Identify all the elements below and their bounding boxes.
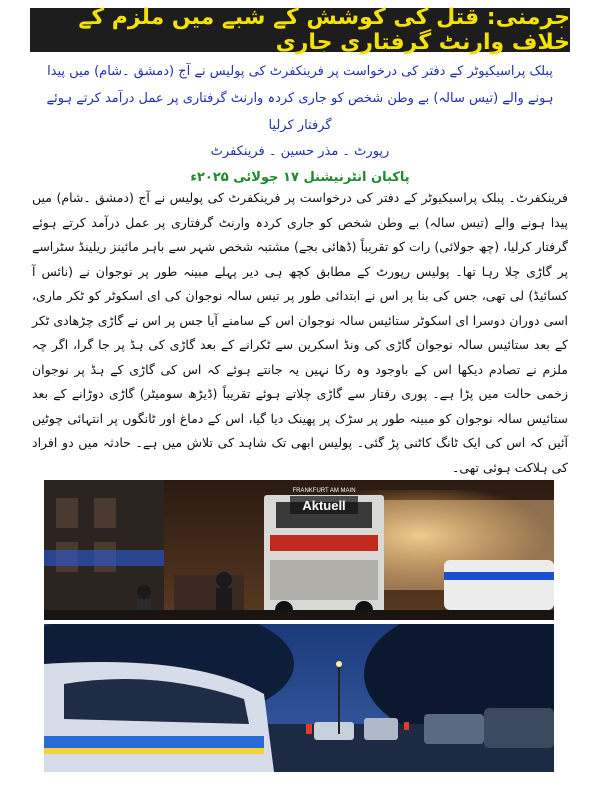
byline: رپورٹ ۔ مذر حسین ۔ فرینکفرٹ (210, 144, 390, 159)
headline: جرمنی: قتل کی کوشش کے شبے میں ملزم کے خلاف وارنٹ گرفتاری جاری (30, 8, 570, 52)
publication-date: پاکبان انٹرنیشنل ۱۷ جولائی ۲۰۲۵ء (190, 170, 410, 185)
news-photo-street-police (44, 624, 554, 772)
article-body: فرینکفرٹ۔ پبلک پراسیکیوٹر کے دفتر کی درخواست پر فرینکفرٹ کی پولیس نے آج (دمشق ۔شام) میں پیدا ہونے والے (تیس سالہ) بے وطن شخص کو جاری کردہ وارنٹ گرفتاری پر عمل درآمد کرتے ہوئے گرفتار کرلیا، (چھ جولائی) رات کو تقریباً (ڈھائی بجے) مشتبہ شخص شہر سے باہر مائینز ریلینڈ سٹراسے پر گاڑی چلا رہا تھا۔ پولیس رپورٹ کے مطابق کچھ ہی دیر پہلے مبینہ طور پر نوجوان نے (نائس آ کسائیڈ) لی تھی، جس کی بنا پر اس نے ابتدائی طور پر تیس سالہ نوجوان کی ای اسکوٹر کو ٹکر ماری، اسی دوران دوسرا ای اسکوٹر ستائیس سالہ نوجوان اس کے سامنے آیا جس پر اس نے گاڑی چڑھادی ٹکر کے بعد ستائیس سالہ نوجوان گاڑی کی ونڈ اسکرین سے ٹکرانے کے بعد گاڑی کی ہڈ پر جا گرا، اگر چہ ملزم نے تصادم دیکھا اس کے باوجود وہ رکا نہیں یہ جانتے ہوئے کہ اس کی گاڑی کے ہڈ پر نوجوان زخمی حالت میں پڑا ہے۔ پوری رفتار سے گاڑی چلاتے ہوئے تقریباً (ڈیڑھ سومیٹر) گاڑی دوڑانے کے بعد ستائیس سالہ نوجوان کو مبینہ طور پر سڑک پر پھینک دیا گیا، اس کے دماغ اور ٹانگوں پر انتہائی چوٹیں آئیں کہ اس کی ایک ٹانگ کاٹنی پڑ گئی۔ پولیس ابھی تک شاہد کی تلاش میں ہے۔ حادثہ میں دو افراد کی ہلاکت ہوئی تھی۔ (32, 190, 568, 475)
intro-block (30, 58, 570, 189)
overlay-aktuell-tag: Aktuell (302, 498, 346, 513)
overlay-station-text: FRANKFURT AM MAIN (292, 488, 356, 494)
news-photo-ambulance (44, 480, 554, 620)
summary: پبلک پراسیکیوٹر کے دفتر کی درخواست پر فرینکفرٹ کی پولیس نے آج (دمشق ۔شام) میں پیدا ہونے والے (تیس سالہ) بے وطن شخص کو جاری کردہ وارنٹ گرفتاری پر عمل درآمد کرتے ہوئے گرفتار کرلیا (46, 64, 554, 133)
